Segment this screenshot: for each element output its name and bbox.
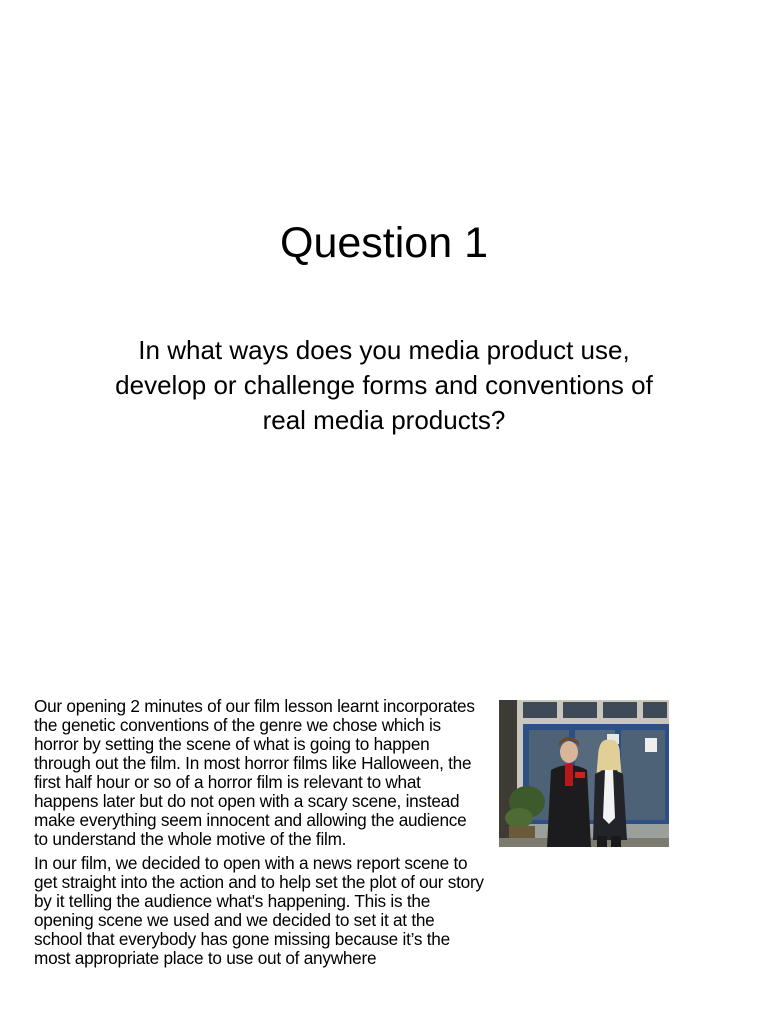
slide-title: Question 1 (280, 219, 488, 267)
paragraph-opening: Our opening 2 minutes of our film lesson learnt incorporates the genetic conventions of the genre we chose which is horror by setting the scene of what is going to happen through out the film. In most horror films like Halloween, the first half hour or so of a horror film is relevant to what happens later but do not open with a scary scene, instead make everything seem innocent and allowing the audience to understand the whole motive of the film. (34, 696, 475, 849)
body-text (34, 697, 484, 973)
slide-question: In what ways does you media product use, develop or challenge forms and conventions of real media products? (115, 335, 653, 435)
news-report-photo (499, 700, 669, 847)
paragraph-news-report: In our film, we decided to open with a news report scene to get straight into the action and to help set the plot of our story by it telling the audience what's happening. This is the opening scene we used and we decided to set it at the school that everybody has gone missing because it’s the most appropriate place to use out of anywhere (34, 853, 484, 968)
